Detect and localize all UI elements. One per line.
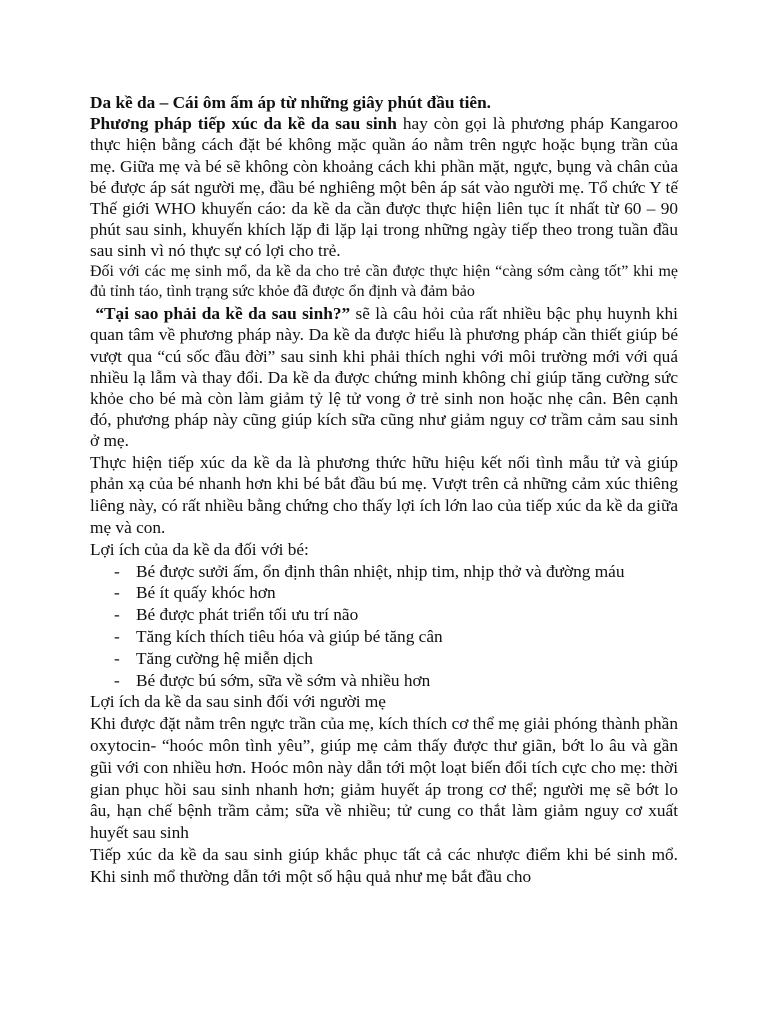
paragraph-why-skin-to-skin bbox=[90, 303, 678, 451]
benefits-baby-list bbox=[90, 561, 678, 692]
paragraph-kangaroo-method-text: hay còn gọi là phương pháp Kangaroo thực hiện bằng cách đặt bé không mặc quần áo nằm trên ngực hoặc bụng trần của mẹ. Giữa mẹ và bé sẽ không còn khoảng cách khi phần mặt, ngực, bụng và chân của bé được áp sát người mẹ, đầu bé nghiêng một bên áp sát vào người mẹ. Tổ chức Y tế Thế giới WHO khuyến cáo: da kề da cần được thực hiện liên tục ít nhất từ 60 – 90 phút sau sinh, khuyến khích lặp đi lặp lại trong những ngày tiếp theo trong tuần đầu sau sinh vì nó thực sự có lợi cho trẻ. bbox=[90, 114, 678, 261]
list-item: - Tăng cường hệ miễn dịch bbox=[114, 648, 313, 668]
benefits-baby-heading: Lợi ích của da kề da đối với bé: bbox=[90, 539, 309, 559]
paragraph-c-section-benefits: Tiếp xúc da kề da sau sinh giúp khắc phục tất cả các nhược điểm khi bé sinh mổ. Khi sinh mổ thường dẫn tới một số hậu quả như mẹ bắt đầu cho bbox=[90, 844, 678, 886]
list-item: - Bé được phát triển tối ưu trí não bbox=[114, 605, 359, 625]
paragraph-oxytocin: Khi được đặt nằm trên ngực trần của mẹ, kích thích cơ thể mẹ giải phóng thành phần oxytocin- “hoóc môn tình yêu”, giúp mẹ cảm thấy được thư giãn, bớt lo âu và gần gũi với con nhiều hơn. Hoóc môn này dẫn tới một loạt biến đổi tích cực cho mẹ: thời gian phục hồi sau sinh nhanh hơn; giảm huyết áp trong cơ thể; người mẹ sẽ bớt lo âu, hạn chế bệnh trầm cảm; sữa về nhiều; tử cung co thắt làm giảm nguy cơ xuất huyết sau sinh bbox=[90, 714, 678, 843]
list-item: - Bé được bú sớm, sữa về sớm và nhiều hơn bbox=[114, 670, 431, 690]
why-question-text: sẽ là câu hỏi của rất nhiều bậc phụ huynh khi quan tâm về phương pháp này. Da kề da được hiểu là phương pháp cần thiết giúp bé vượt qua “cú sốc đầu đời” sau sinh khi phải thích nghi với môi trường mới với quá nhiều lạ lẫm và thay đổi. Da kề da được chứng minh không chỉ giúp tăng cường sức khỏe cho bé mà còn làm giảm tỷ lệ tử vong ở trẻ sinh non hoặc nhẹ cân. Bên cạnh đó, phương pháp này cũng giúp kích sữa cũng như giảm nguy cơ trầm cảm sau sinh ở mẹ. bbox=[90, 304, 678, 451]
list-item: - Bé được sưởi ấm, ổn định thân nhiệt, nhịp tim, nhịp thở và đường máu bbox=[114, 561, 625, 581]
paragraph-c-section: Đối với các mẹ sinh mổ, da kề da cho trẻ cần được thực hiện “càng sớm càng tốt” khi mẹ đủ tỉnh táo, tình trạng sức khỏe đã được ổn định và đảm bảo bbox=[90, 262, 678, 301]
list-item: - Bé ít quấy khóc hơn bbox=[114, 583, 276, 603]
document-title: Da kề da – Cái ôm ấm áp từ những giây phút đầu tiên. bbox=[90, 93, 492, 112]
paragraph-bonding: Thực hiện tiếp xúc da kề da là phương thức hữu hiệu kết nối tình mẫu tử và giúp phản xạ của bé nhanh hơn khi bé bắt đầu bú mẹ. Vượt trên cả những cảm xúc thiêng liêng này, có rất nhiều bằng chứng cho thấy lợi ích lớn lao của tiếp xúc da kề da giữa mẹ và con. bbox=[90, 452, 678, 538]
why-question-bold: “Tại sao phải da kề da sau sinh?” bbox=[95, 304, 351, 324]
paragraph-kangaroo-method-bold: Phương pháp tiếp xúc da kề da sau sinh bbox=[90, 114, 397, 134]
list-item: - Tăng kích thích tiêu hóa và giúp bé tăng cân bbox=[114, 627, 443, 647]
paragraph-kangaroo-method bbox=[90, 113, 678, 261]
benefits-mother-heading: Lợi ích da kề da sau sinh đối với người mẹ bbox=[90, 692, 386, 712]
document-page bbox=[90, 92, 678, 888]
